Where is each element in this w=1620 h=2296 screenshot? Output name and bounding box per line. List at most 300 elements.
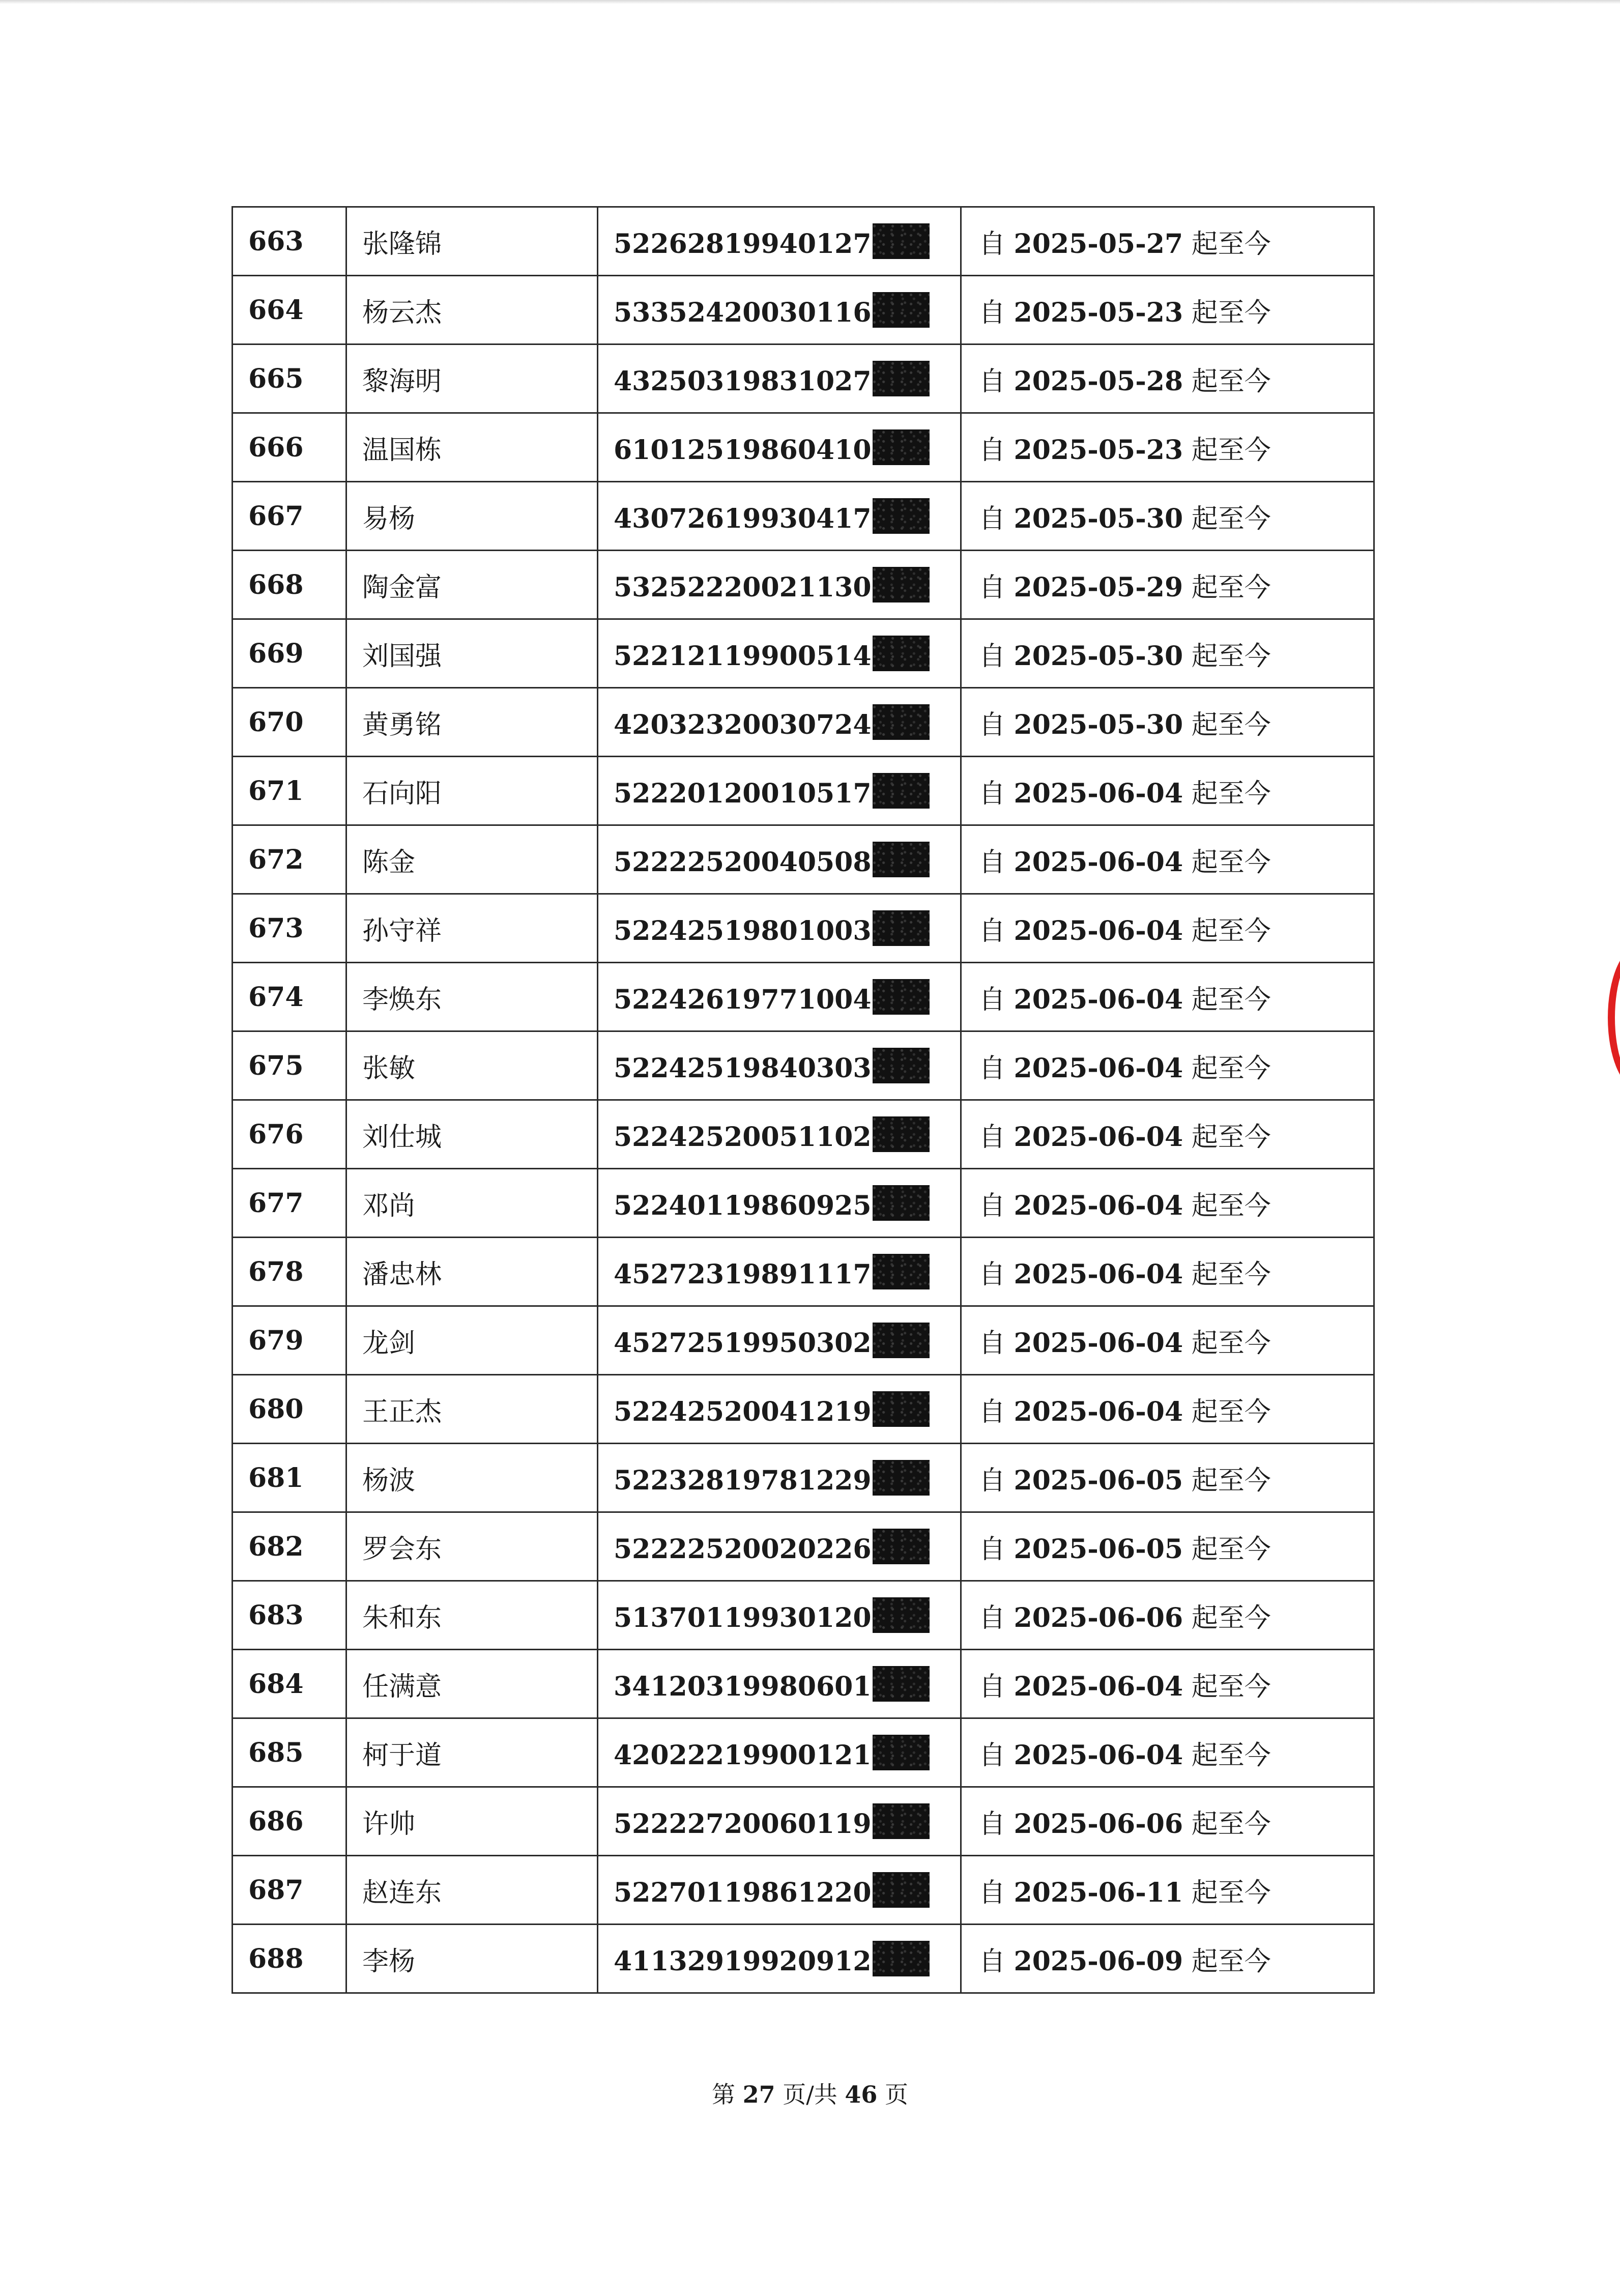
cell-period: [961, 1100, 1374, 1169]
start-date: 2025-06-04: [1014, 1739, 1183, 1771]
cell-id: [598, 619, 961, 688]
row-number: 680: [248, 1393, 304, 1425]
date-suffix: 起至今: [1191, 1053, 1271, 1084]
table-row: [233, 757, 1374, 825]
start-date: 2025-06-05: [1014, 1533, 1183, 1565]
date-prefix: 自: [979, 1671, 1006, 1702]
start-date: 2025-05-30: [1014, 503, 1183, 534]
date-prefix: 自: [979, 984, 1006, 1015]
row-number: 669: [248, 638, 304, 669]
person-name: 陈金: [362, 847, 416, 878]
person-name: 李杨: [362, 1946, 416, 1977]
id-number-partial: 61012519860410: [614, 434, 872, 466]
footer-suffix: 页: [885, 2081, 909, 2108]
cell-number: [233, 825, 346, 894]
cell-id: [598, 1925, 961, 1993]
cell-period: [961, 1031, 1374, 1100]
redaction-block: [873, 1529, 930, 1564]
cell-name: [346, 1375, 598, 1444]
table-row: [233, 1031, 1374, 1100]
cell-number: [233, 1512, 346, 1581]
start-date: 2025-06-04: [1014, 1052, 1183, 1084]
date-suffix: 起至今: [1191, 984, 1271, 1015]
cell-id: [598, 1169, 961, 1238]
cell-number: [233, 1169, 346, 1238]
cell-id: [598, 1444, 961, 1512]
cell-name: [346, 482, 598, 551]
id-number-partial: 43072619930417: [614, 503, 872, 534]
cell-period: [961, 894, 1374, 963]
table-row: [233, 1375, 1374, 1444]
cell-name: [346, 757, 598, 825]
page-footer: [0, 2076, 1620, 2110]
start-date: 2025-06-05: [1014, 1465, 1183, 1496]
date-suffix: 起至今: [1191, 572, 1271, 603]
date-suffix: 起至今: [1191, 778, 1271, 809]
date-suffix: 起至今: [1191, 1122, 1271, 1153]
cell-period: [961, 688, 1374, 757]
table-row: [233, 894, 1374, 963]
row-number: 668: [248, 569, 304, 600]
cell-period: [961, 482, 1374, 551]
redaction-block: [873, 223, 930, 259]
redaction-block: [873, 1735, 930, 1770]
person-name: 陶金富: [362, 572, 442, 603]
id-number-partial: 52212119900514: [614, 640, 872, 672]
cell-period: [961, 619, 1374, 688]
table-row: [233, 1306, 1374, 1375]
start-date: 2025-06-04: [1014, 1190, 1183, 1221]
person-name: 孙守祥: [362, 915, 442, 946]
id-number-partial: 53352420030116: [614, 297, 872, 328]
person-name: 杨云杰: [362, 297, 442, 328]
date-prefix: 自: [979, 1053, 1006, 1084]
date-prefix: 自: [979, 1946, 1006, 1977]
date-suffix: 起至今: [1191, 435, 1271, 466]
redaction-block: [873, 842, 930, 877]
id-number-partial: 43250319831027: [614, 365, 872, 397]
cell-name: [346, 413, 598, 482]
redaction-block: [873, 910, 930, 946]
cell-name: [346, 345, 598, 413]
cell-number: [233, 551, 346, 619]
start-date: 2025-06-04: [1014, 846, 1183, 878]
cell-number: [233, 688, 346, 757]
row-number: 673: [248, 912, 304, 944]
cell-name: [346, 1581, 598, 1650]
start-date: 2025-06-11: [1014, 1877, 1183, 1908]
redaction-block: [873, 1254, 930, 1289]
table-row: [233, 1581, 1374, 1650]
redaction-block: [873, 773, 930, 809]
id-number-partial: 52232819781229: [614, 1465, 872, 1496]
date-prefix: 自: [979, 709, 1006, 740]
id-number-partial: 52220120010517: [614, 778, 872, 809]
date-prefix: 自: [979, 503, 1006, 534]
redaction-block: [873, 1391, 930, 1427]
cell-id: [598, 413, 961, 482]
cell-id: [598, 688, 961, 757]
date-suffix: 起至今: [1191, 1946, 1271, 1977]
cell-number: [233, 1238, 346, 1306]
date-suffix: 起至今: [1191, 366, 1271, 397]
cell-id: [598, 1306, 961, 1375]
cell-period: [961, 963, 1374, 1031]
person-name: 石向阳: [362, 778, 442, 809]
row-number: 683: [248, 1599, 304, 1631]
table-body: [233, 207, 1374, 1993]
id-number-partial: 45272519950302: [614, 1327, 872, 1359]
table-row: [233, 963, 1374, 1031]
table-row: [233, 1925, 1374, 1993]
redaction-block: [873, 1872, 930, 1908]
row-number: 665: [248, 363, 304, 394]
cell-id: [598, 207, 961, 276]
cell-id: [598, 551, 961, 619]
row-number: 671: [248, 775, 304, 807]
table-row: [233, 207, 1374, 276]
table-row: [233, 1238, 1374, 1306]
person-name: 柯于道: [362, 1740, 442, 1771]
start-date: 2025-06-09: [1014, 1945, 1183, 1977]
row-number: 687: [248, 1874, 304, 1906]
cell-id: [598, 1031, 961, 1100]
start-date: 2025-06-04: [1014, 915, 1183, 946]
row-number: 678: [248, 1256, 304, 1287]
cell-name: [346, 1238, 598, 1306]
date-prefix: 自: [979, 1877, 1006, 1908]
cell-number: [233, 1650, 346, 1718]
id-number-partial: 42032320030724: [614, 709, 872, 740]
cell-name: [346, 276, 598, 345]
start-date: 2025-06-06: [1014, 1602, 1183, 1633]
cell-number: [233, 482, 346, 551]
table-row: [233, 1856, 1374, 1925]
row-number: 685: [248, 1737, 304, 1768]
date-prefix: 自: [979, 1190, 1006, 1221]
redaction-block: [873, 361, 930, 396]
id-number-partial: 52222520040508: [614, 846, 872, 878]
start-date: 2025-06-04: [1014, 1121, 1183, 1153]
person-name: 许帅: [362, 1809, 416, 1840]
date-prefix: 自: [979, 1809, 1006, 1840]
footer-middle: 页/共: [783, 2081, 837, 2108]
cell-id: [598, 276, 961, 345]
row-number: 670: [248, 706, 304, 738]
cell-number: [233, 757, 346, 825]
cell-period: [961, 1856, 1374, 1925]
start-date: 2025-06-04: [1014, 1671, 1183, 1702]
date-suffix: 起至今: [1191, 503, 1271, 534]
date-prefix: 自: [979, 1740, 1006, 1771]
id-number-partial: 41132919920912: [614, 1945, 872, 1977]
date-suffix: 起至今: [1191, 1671, 1271, 1702]
redaction-block: [873, 1597, 930, 1633]
date-suffix: 起至今: [1191, 1602, 1271, 1633]
start-date: 2025-05-30: [1014, 709, 1183, 740]
footer-page-number: 27: [742, 2081, 775, 2108]
person-name: 刘仕城: [362, 1122, 442, 1153]
cell-name: [346, 963, 598, 1031]
cell-number: [233, 1925, 346, 1993]
redaction-block: [873, 498, 930, 534]
person-name: 王正杰: [362, 1396, 442, 1427]
start-date: 2025-05-23: [1014, 434, 1183, 466]
cell-id: [598, 1650, 961, 1718]
redaction-block: [873, 1116, 930, 1152]
id-number-partial: 52270119861220: [614, 1877, 872, 1908]
cell-number: [233, 276, 346, 345]
cell-id: [598, 1581, 961, 1650]
date-prefix: 自: [979, 1122, 1006, 1153]
cell-id: [598, 345, 961, 413]
person-name: 罗会东: [362, 1534, 442, 1565]
table-row: [233, 345, 1374, 413]
table-row: [233, 619, 1374, 688]
cell-name: [346, 1031, 598, 1100]
redaction-block: [873, 1666, 930, 1702]
cell-number: [233, 1444, 346, 1512]
table-row: [233, 1169, 1374, 1238]
cell-name: [346, 1650, 598, 1718]
id-number-partial: 52242520051102: [614, 1121, 872, 1153]
person-name: 潘忠林: [362, 1259, 442, 1290]
start-date: 2025-06-04: [1014, 778, 1183, 809]
cell-number: [233, 1787, 346, 1856]
id-number-partial: 34120319980601: [614, 1671, 872, 1702]
person-name: 黎海明: [362, 366, 442, 397]
cell-name: [346, 1169, 598, 1238]
id-number-partial: 52242619771004: [614, 984, 872, 1015]
date-suffix: 起至今: [1191, 847, 1271, 878]
cell-number: [233, 963, 346, 1031]
cell-id: [598, 1512, 961, 1581]
id-number-partial: 51370119930120: [614, 1602, 872, 1633]
date-prefix: 自: [979, 228, 1006, 260]
date-prefix: 自: [979, 1465, 1006, 1496]
redaction-block: [873, 1460, 930, 1496]
cell-id: [598, 757, 961, 825]
cell-id: [598, 1238, 961, 1306]
cell-period: [961, 757, 1374, 825]
cell-period: [961, 825, 1374, 894]
start-date: 2025-06-04: [1014, 1258, 1183, 1290]
person-name: 赵连东: [362, 1877, 442, 1908]
row-number: 686: [248, 1805, 304, 1837]
row-number: 667: [248, 500, 304, 532]
footer-prefix: 第: [711, 2081, 735, 2108]
cell-period: [961, 413, 1374, 482]
date-suffix: 起至今: [1191, 1740, 1271, 1771]
id-number-partial: 52262819940127: [614, 228, 872, 260]
cell-id: [598, 1375, 961, 1444]
person-name: 李焕东: [362, 984, 442, 1015]
date-suffix: 起至今: [1191, 1809, 1271, 1840]
date-prefix: 自: [979, 1396, 1006, 1427]
person-name: 朱和东: [362, 1602, 442, 1633]
cell-id: [598, 1787, 961, 1856]
person-name: 温国栋: [362, 435, 442, 466]
start-date: 2025-05-28: [1014, 365, 1183, 397]
date-suffix: 起至今: [1191, 641, 1271, 672]
cell-period: [961, 1581, 1374, 1650]
date-prefix: 自: [979, 297, 1006, 328]
table-row: [233, 1512, 1374, 1581]
date-suffix: 起至今: [1191, 1877, 1271, 1908]
cell-number: [233, 413, 346, 482]
person-name: 刘国强: [362, 641, 442, 672]
date-prefix: 自: [979, 1328, 1006, 1359]
cell-id: [598, 963, 961, 1031]
scan-edge: [0, 0, 1620, 4]
cell-period: [961, 1375, 1374, 1444]
id-number-partial: 45272319891117: [614, 1258, 872, 1290]
id-number-partial: 52242519801003: [614, 915, 872, 946]
cell-name: [346, 688, 598, 757]
date-suffix: 起至今: [1191, 1465, 1271, 1496]
cell-number: [233, 1581, 346, 1650]
cell-name: [346, 1444, 598, 1512]
table-row: [233, 1100, 1374, 1169]
cell-id: [598, 1718, 961, 1787]
records-table: [232, 206, 1375, 1994]
cell-number: [233, 1031, 346, 1100]
redaction-block: [873, 1941, 930, 1976]
date-prefix: 自: [979, 366, 1006, 397]
cell-period: [961, 1650, 1374, 1718]
cell-period: [961, 1306, 1374, 1375]
id-number-partial: 42022219900121: [614, 1739, 872, 1771]
redaction-block: [873, 429, 930, 465]
cell-period: [961, 1718, 1374, 1787]
table-row: [233, 482, 1374, 551]
person-name: 张隆锦: [362, 228, 442, 260]
cell-number: [233, 1306, 346, 1375]
id-number-partial: 52222720060119: [614, 1808, 872, 1840]
redaction-block: [873, 704, 930, 740]
table-row: [233, 413, 1374, 482]
date-suffix: 起至今: [1191, 297, 1271, 328]
start-date: 2025-06-04: [1014, 1327, 1183, 1359]
redaction-block: [873, 636, 930, 671]
person-name: 邓尚: [362, 1190, 416, 1221]
table-row: [233, 551, 1374, 619]
row-number: 663: [248, 225, 304, 257]
cell-period: [961, 1169, 1374, 1238]
table-row: [233, 825, 1374, 894]
cell-number: [233, 894, 346, 963]
cell-name: [346, 1787, 598, 1856]
date-prefix: 自: [979, 915, 1006, 946]
table-row: [233, 1650, 1374, 1718]
cell-name: [346, 551, 598, 619]
cell-id: [598, 482, 961, 551]
redaction-block: [873, 567, 930, 602]
person-name: 黄勇铭: [362, 709, 442, 740]
start-date: 2025-05-23: [1014, 297, 1183, 328]
cell-period: [961, 1444, 1374, 1512]
start-date: 2025-05-30: [1014, 640, 1183, 672]
date-prefix: 自: [979, 572, 1006, 603]
date-suffix: 起至今: [1191, 915, 1271, 946]
redaction-block: [873, 1803, 930, 1839]
id-number-partial: 53252220021130: [614, 571, 872, 603]
person-name: 任满意: [362, 1671, 442, 1702]
row-number: 674: [248, 981, 304, 1013]
date-prefix: 自: [979, 1602, 1006, 1633]
cell-name: [346, 1512, 598, 1581]
date-suffix: 起至今: [1191, 1328, 1271, 1359]
redaction-block: [873, 292, 930, 328]
cell-number: [233, 1100, 346, 1169]
cell-number: [233, 207, 346, 276]
row-number: 672: [248, 844, 304, 875]
cell-name: [346, 825, 598, 894]
redaction-block: [873, 1323, 930, 1358]
person-name: 杨波: [362, 1465, 416, 1496]
id-number-partial: 52222520020226: [614, 1533, 872, 1565]
row-number: 664: [248, 294, 304, 326]
cell-number: [233, 345, 346, 413]
table-row: [233, 688, 1374, 757]
id-number-partial: 52242520041219: [614, 1396, 872, 1427]
redaction-block: [873, 1185, 930, 1221]
table-row: [233, 1787, 1374, 1856]
cell-period: [961, 1787, 1374, 1856]
cell-name: [346, 619, 598, 688]
table-row: [233, 1718, 1374, 1787]
cell-number: [233, 1718, 346, 1787]
row-number: 688: [248, 1943, 304, 1974]
start-date: 2025-05-27: [1014, 228, 1183, 260]
cell-period: [961, 1512, 1374, 1581]
cell-period: [961, 1238, 1374, 1306]
date-prefix: 自: [979, 641, 1006, 672]
row-number: 684: [248, 1668, 304, 1700]
cell-period: [961, 551, 1374, 619]
cell-name: [346, 894, 598, 963]
cell-number: [233, 1375, 346, 1444]
id-number-partial: 52240119860925: [614, 1190, 872, 1221]
cell-name: [346, 1925, 598, 1993]
table-row: [233, 1444, 1374, 1512]
cell-number: [233, 1856, 346, 1925]
date-suffix: 起至今: [1191, 709, 1271, 740]
redaction-block: [873, 979, 930, 1015]
person-name: 易杨: [362, 503, 416, 534]
cell-name: [346, 1718, 598, 1787]
date-suffix: 起至今: [1191, 1534, 1271, 1565]
cell-id: [598, 894, 961, 963]
person-name: 龙剑: [362, 1328, 416, 1359]
date-prefix: 自: [979, 778, 1006, 809]
date-prefix: 自: [979, 1259, 1006, 1290]
cell-number: [233, 619, 346, 688]
redaction-block: [873, 1048, 930, 1083]
cell-period: [961, 276, 1374, 345]
start-date: 2025-05-29: [1014, 571, 1183, 603]
footer-total-pages: 46: [845, 2081, 878, 2108]
date-prefix: 自: [979, 847, 1006, 878]
date-suffix: 起至今: [1191, 1259, 1271, 1290]
start-date: 2025-06-04: [1014, 984, 1183, 1015]
row-number: 679: [248, 1325, 304, 1356]
row-number: 675: [248, 1050, 304, 1081]
person-name: 张敏: [362, 1053, 416, 1084]
cell-name: [346, 207, 598, 276]
date-prefix: 自: [979, 435, 1006, 466]
id-number-partial: 52242519840303: [614, 1052, 872, 1084]
